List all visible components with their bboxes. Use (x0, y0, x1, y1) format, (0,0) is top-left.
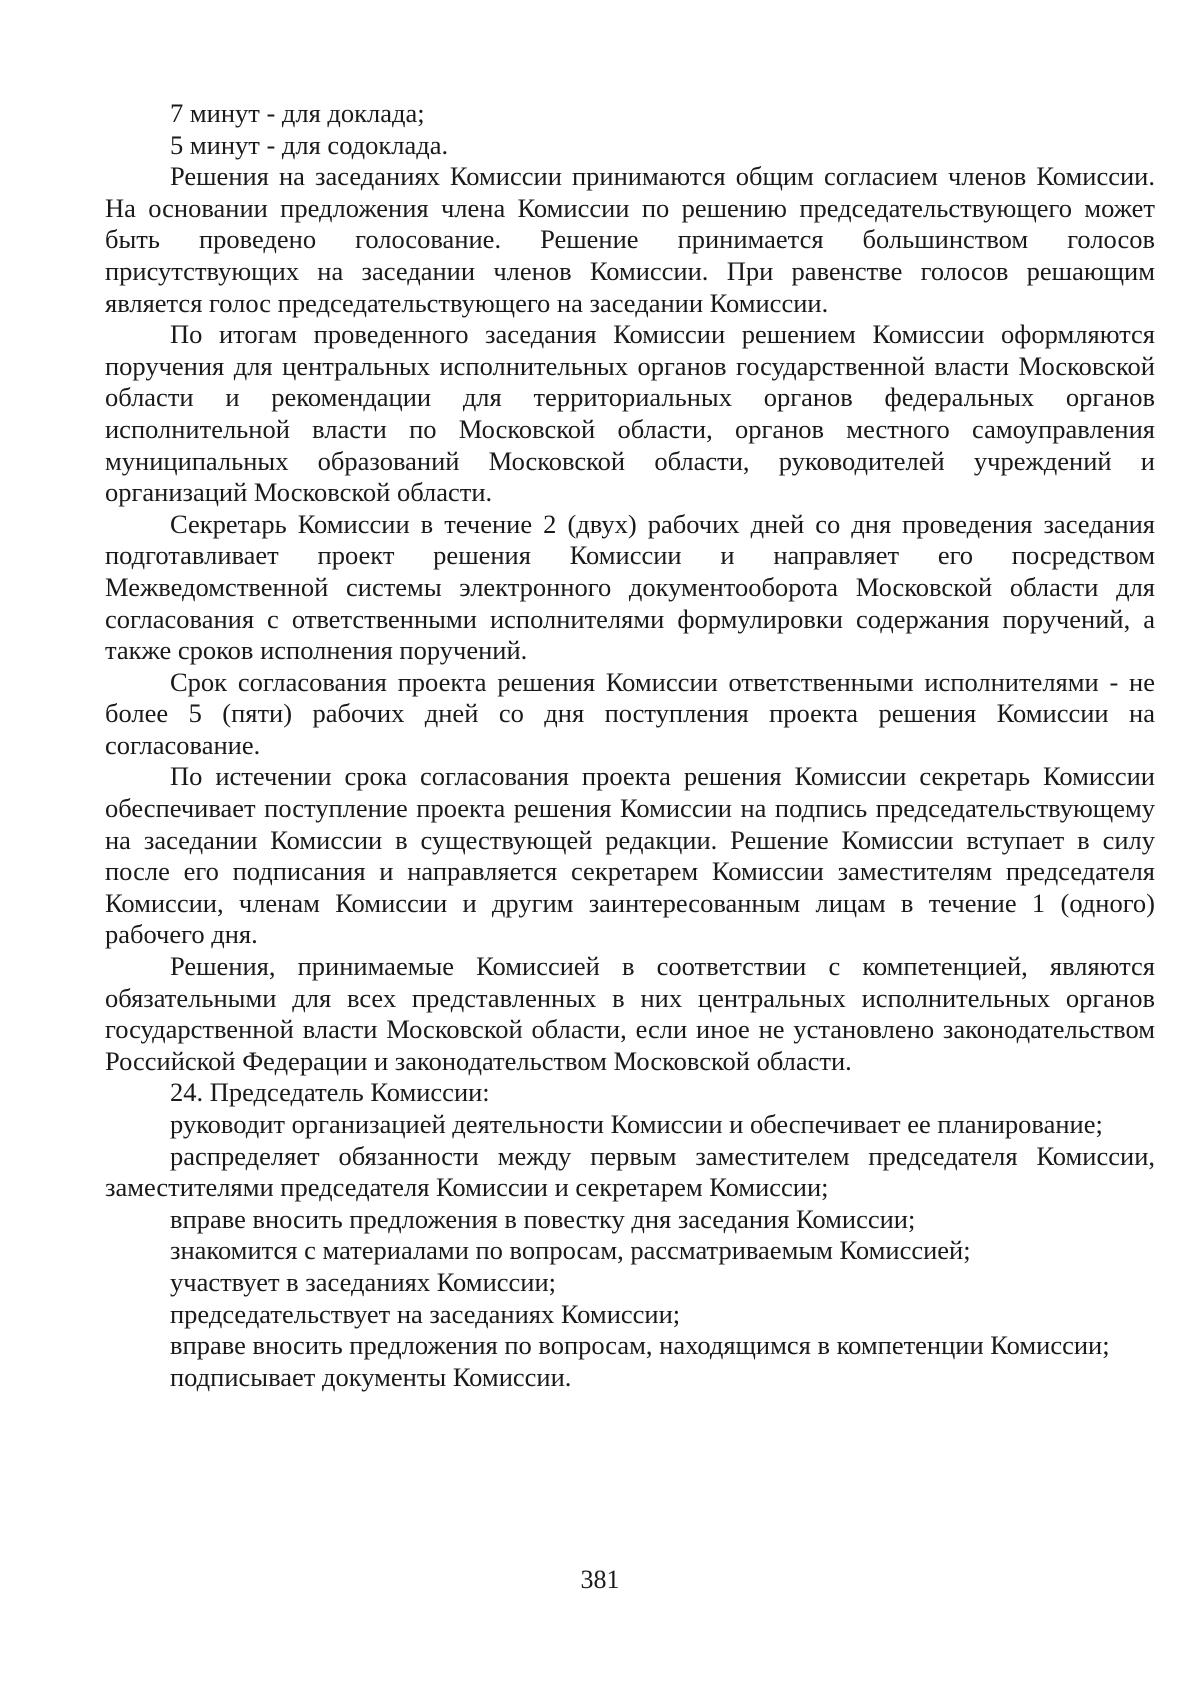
section-heading: 24. Председатель Комиссии: (170, 1077, 490, 1108)
list-item: участвует в заседаниях Комиссии; (170, 1266, 556, 1297)
paragraph: 7 минут - для доклада; (170, 98, 425, 128)
list-item: вправе вносить предложения по вопросам, находящимся в компетенции Комиссии; (170, 1330, 1110, 1361)
list-item: подписывает документы Комиссии. (170, 1361, 572, 1392)
list-item: распределяет обязанности между первым заместителем председателя Комиссии, заместителями председателя Комиссии и секретарем Комиссии; (105, 1140, 1155, 1203)
document-body (105, 98, 1155, 1393)
paragraph: Решения на заседаниях Комиссии принимаются общим согласием членов Комиссии. На основании предложения члена Комиссии по решению председательствующего может быть проведено голосование. Решение принимается большинством голосов присутствующих на заседании членов Комиссии. При равенстве голосов решающим является голос председательствующего на заседании Комиссии. (105, 161, 1155, 318)
list-item: знакомится с материалами по вопросам, рассматриваемым Комиссией; (170, 1235, 971, 1266)
list-item: руководит организацией деятельности Комиссии и обеспечивает ее планирование; (170, 1109, 1103, 1139)
paragraph: Срок согласования проекта решения Комиссии ответственными исполнителями - не более 5 (пяти) рабочих дней со дня поступления проекта решения Комиссии на согласование. (105, 666, 1155, 760)
paragraph: Решения, принимаемые Комиссией в соответствии с компетенцией, являются обязательными для всех представленных в них центральных исполнительных органов государственной власти Московской области, если иное не установлено законодательством Российской Федерации и законодательством Московской области. (105, 951, 1155, 1076)
paragraph: 5 минут - для содоклада. (170, 129, 449, 160)
paragraph: Секретарь Комиссии в течение 2 (двух) рабочих дней со дня проведения заседания подготавливает проект решения Комиссии и направляет его посредством Межведомственной системы электронного документооборота Московской области для согласования с ответственными исполнителями формулировки содержания поручений, а также сроков исполнения поручений. (105, 508, 1155, 666)
list-item: председательствует на заседаниях Комиссии; (170, 1298, 681, 1329)
paragraph: По истечении срока согласования проекта решения Комиссии секретарь Комиссии обеспечивает поступление проекта решения Комиссии на подпись председательствующему на заседании Комиссии в существующей редакции. Решение Комиссии вступает в силу после его подписания и направляется секретарем Комиссии заместителям председателя Комиссии, членам Комиссии и другим заинтересованным лицам в течение 1 (одного) рабочего дня. (105, 761, 1155, 950)
paragraph: По итогам проведенного заседания Комиссии решением Комиссии оформляются поручения для центральных исполнительных органов государственной власти Московской области и рекомендации для территориальных органов федеральных органов исполнительной власти по Московской области, органов местного самоуправления муниципальных образований Московской области, руководителей учреждений и организаций Московской области. (105, 319, 1155, 508)
page-number: 381 (580, 1565, 620, 1594)
list-item: вправе вносить предложения в повестку дня заседания Комиссии; (170, 1203, 916, 1234)
